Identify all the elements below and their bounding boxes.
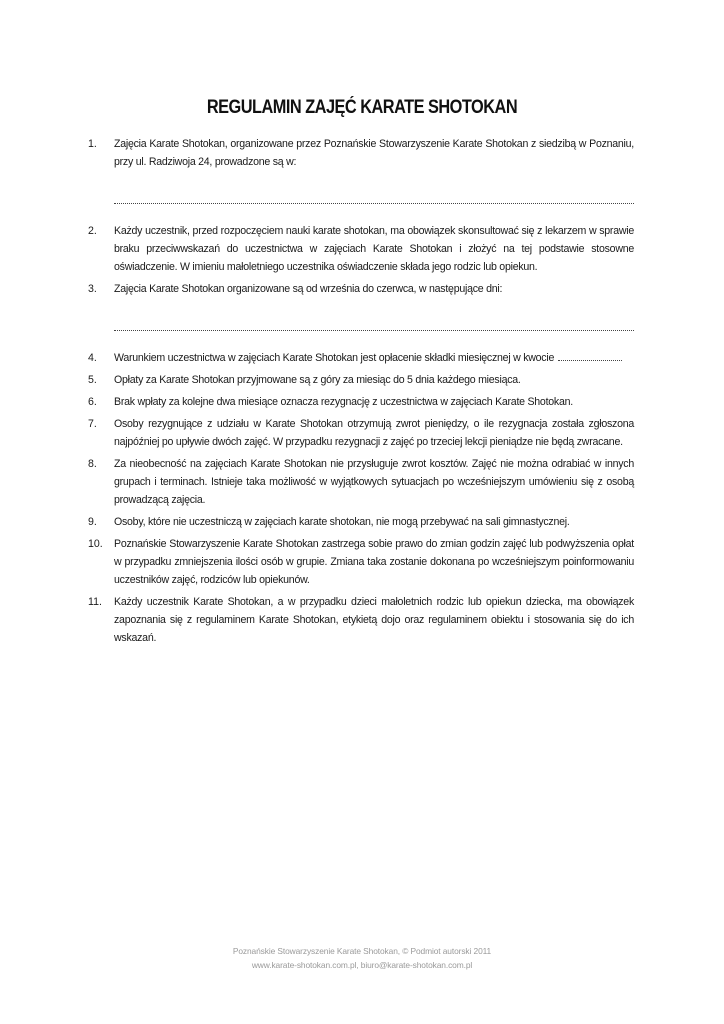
item-text: Warunkiem uczestnictwa w zajęciach Karate Shotokan jest opłacenie składki miesięcznej w kwocie bbox=[114, 352, 555, 364]
list-item bbox=[88, 513, 634, 531]
item-text: Zajęcia Karate Shotokan organizowane są od września do czerwca, w następujące dni: bbox=[114, 283, 503, 295]
item-number: 6. bbox=[88, 396, 97, 408]
footer-contact: www.karate-shotokan.com.pl, biuro@karate-shotokan.com.pl bbox=[251, 960, 473, 970]
fill-in-line bbox=[114, 185, 634, 204]
item-text-wrapper bbox=[114, 349, 634, 367]
item-text: Poznańskie Stowarzyszenie Karate Shotokan zastrzega sobie prawo do zmian godzin zajęć lub podwyższenia opłat w przypadku zmniejszenia ilości osób w grupie. Zmiana taka zostanie dokonana po wcześniejszym poinformowaniu uczestników zajęć, rodziców lub opiekunów. bbox=[114, 538, 634, 586]
list-item bbox=[88, 393, 634, 411]
list-item bbox=[88, 371, 634, 389]
list-item bbox=[88, 135, 634, 171]
item-number: 3. bbox=[88, 283, 97, 295]
footer-copyright: Poznańskie Stowarzyszenie Karate Shotokan, © Podmiot autorski 2011 bbox=[232, 946, 492, 956]
item-number: 7. bbox=[88, 418, 97, 430]
fill-in-line bbox=[114, 312, 634, 331]
item-number: 2. bbox=[88, 225, 97, 237]
item-text: Brak wpłaty za kolejne dwa miesiące oznacza rezygnację z uczestnictwa w zajęciach Karate Shotokan. bbox=[114, 396, 573, 408]
page-footer bbox=[0, 944, 724, 972]
item-number: 10. bbox=[88, 538, 103, 550]
item-number: 5. bbox=[88, 374, 97, 386]
item-number: 11. bbox=[88, 596, 102, 608]
item-text: Każdy uczestnik, przed rozpoczęciem nauki karate shotokan, ma obowiązek skonsultować się z lekarzem w sprawie braku przeciwwskazań do uczestnictwa w zajęciach Karate Shotokan i złożyć na tej podstawie stosowne oświadczenie. W imieniu małoletniego uczestnika oświadczenie składa jego rodzic lub opiekun. bbox=[114, 225, 634, 273]
list-item bbox=[88, 593, 634, 647]
fill-in-amount-line bbox=[558, 350, 622, 361]
list-item bbox=[88, 455, 634, 509]
list-item bbox=[88, 535, 634, 589]
item-number: 8. bbox=[88, 458, 97, 470]
item-text: Opłaty za Karate Shotokan przyjmowane są z góry za miesiąc do 5 dnia każdego miesiąca. bbox=[114, 374, 521, 386]
item-number: 4. bbox=[88, 352, 97, 364]
item-text: Zajęcia Karate Shotokan, organizowane przez Poznańskie Stowarzyszenie Karate Shotokan z siedzibą w Poznaniu, przy ul. Radziwoja 24, prowadzone są w: bbox=[114, 138, 634, 168]
item-text: Każdy uczestnik Karate Shotokan, a w przypadku dzieci małoletnich rodzic lub opiekun dziecka, ma obowiązek zapoznania się z regulaminem Karate Shotokan, etykietą dojo oraz regulaminem obiektu i stosowania się do ich wskazań. bbox=[114, 596, 634, 644]
list-item bbox=[88, 349, 634, 367]
item-number: 1. bbox=[88, 138, 97, 150]
regulations-list bbox=[88, 135, 634, 651]
item-text: Za nieobecność na zajęciach Karate Shotokan nie przysługuje zwrot kosztów. Zajęć nie można odrabiać w innych grupach i terminach. Istnieje taka możliwość w wyjątkowych sytuacjach po wcześniejszym umówieniu się z osobą prowadzącą zajęcia. bbox=[114, 458, 634, 506]
item-text: Osoby rezygnujące z udziału w Karate Shotokan otrzymują zwrot pieniędzy, o ile rezygnacja została zgłoszona najpóźniej po upływie dwóch zajęć. W przypadku rezygnacji z zajęć po trzeciej lekcji pieniądze nie będą zwracane. bbox=[114, 418, 634, 448]
list-item bbox=[88, 415, 634, 451]
list-item bbox=[88, 280, 634, 298]
item-text: Osoby, które nie uczestniczą w zajęciach karate shotokan, nie mogą przebywać na sali gimnastycznej. bbox=[114, 516, 570, 528]
document-title: REGULAMIN ZAJĘĆ KARATE SHOTOKAN bbox=[206, 97, 518, 118]
list-item bbox=[88, 222, 634, 276]
item-number: 9. bbox=[88, 516, 97, 528]
